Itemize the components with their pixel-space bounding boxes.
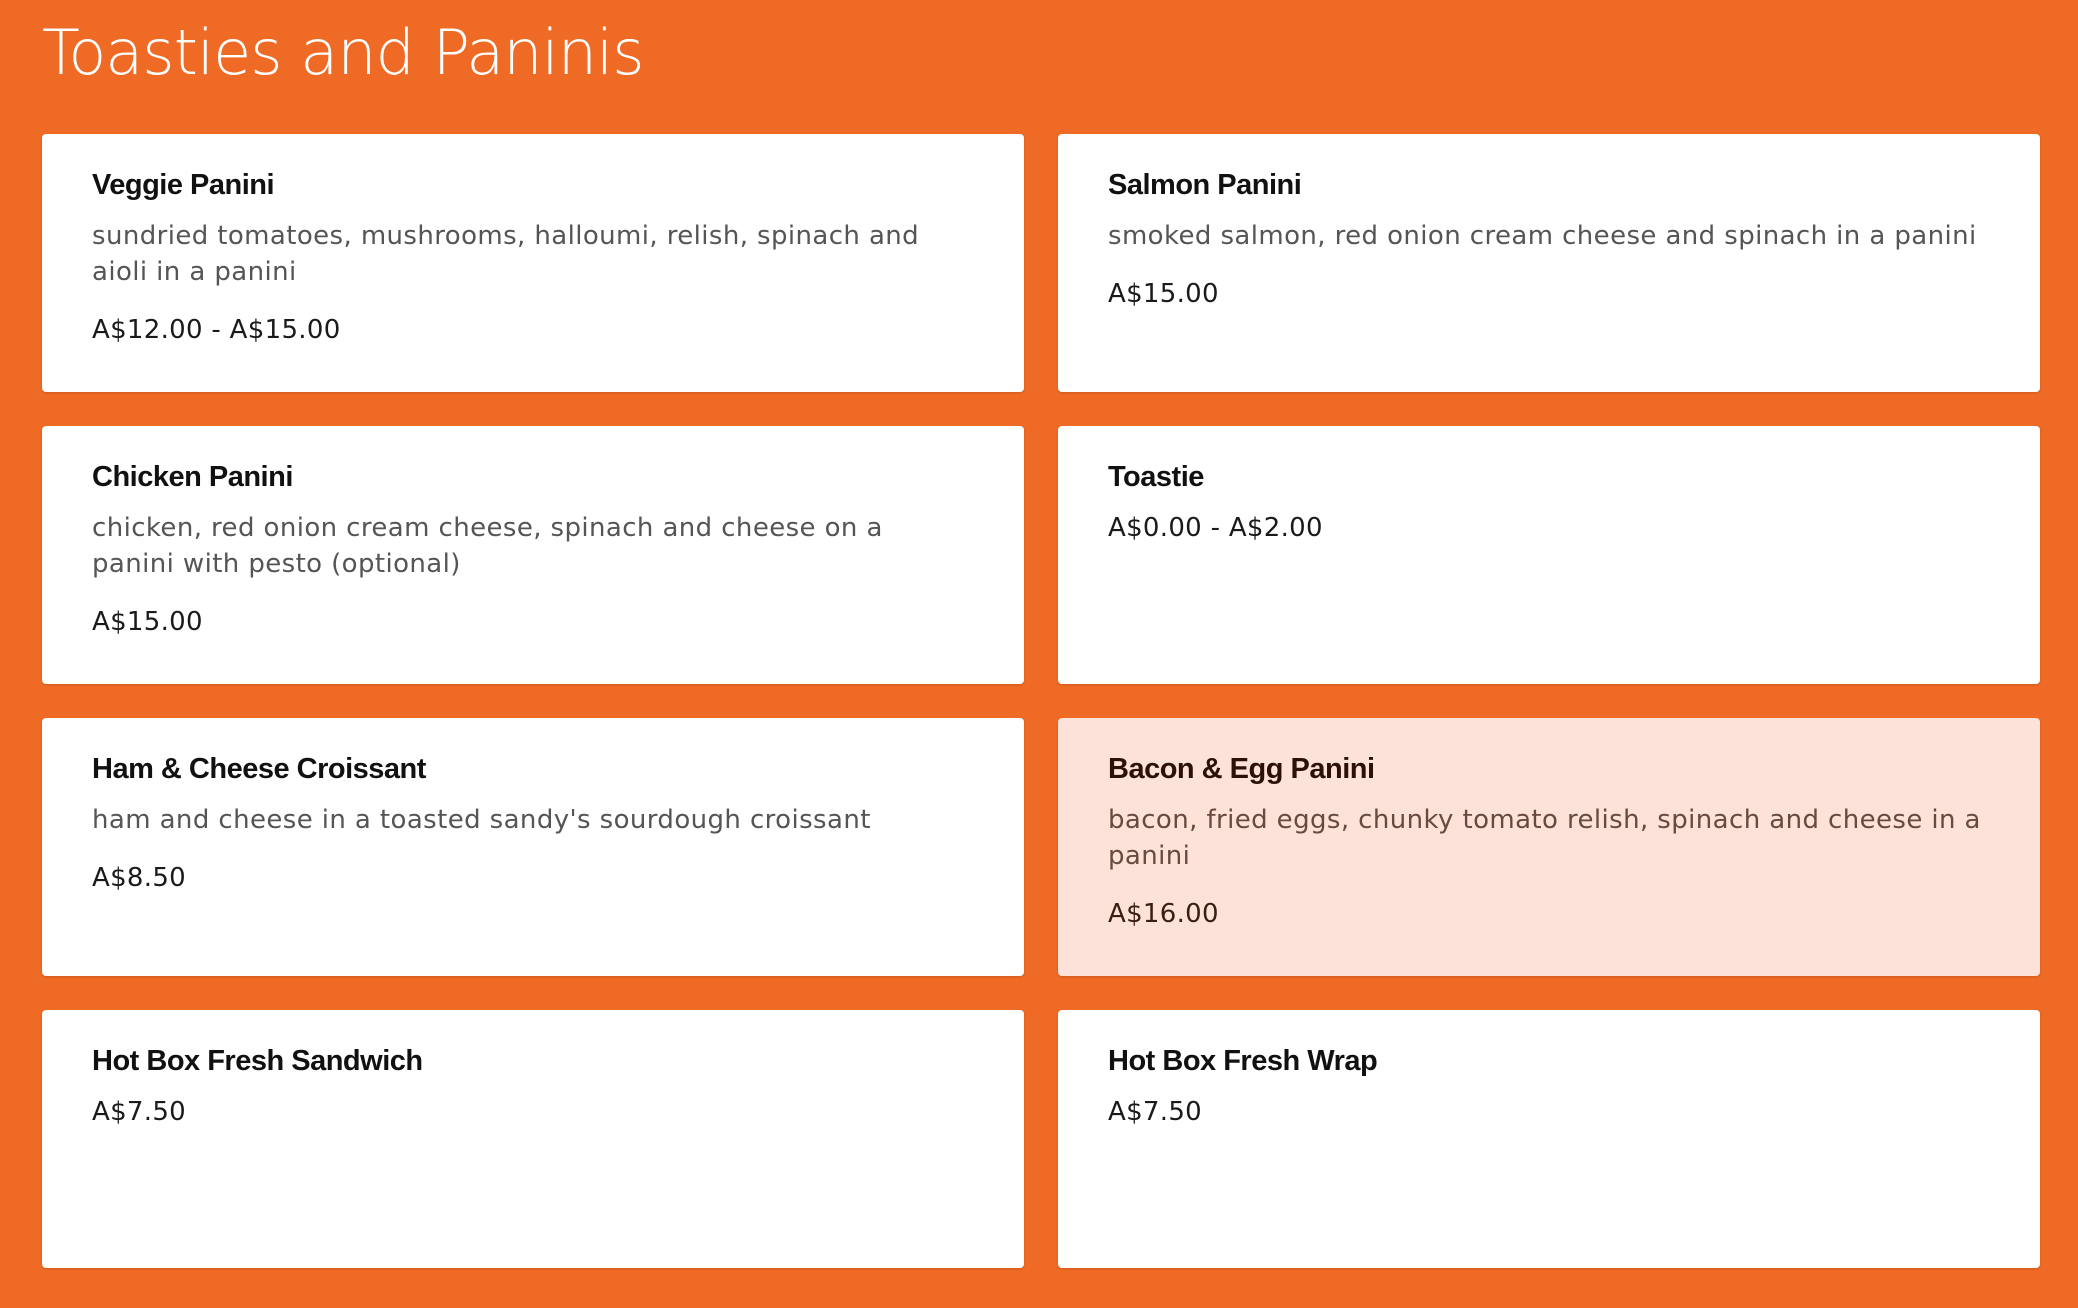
item-description: bacon, fried eggs, chunky tomato relish, spinach and cheese in a panini <box>1108 805 1981 871</box>
item-name: Bacon & Egg Panini <box>1108 753 1375 785</box>
item-name: Hot Box Fresh Wrap <box>1108 1045 1378 1077</box>
menu-item-card[interactable] <box>1058 134 2040 392</box>
item-description: ham and cheese in a toasted sandy's sourdough croissant <box>92 805 871 835</box>
menu-item-card[interactable] <box>42 426 1024 684</box>
menu-item-card[interactable] <box>1058 1010 2040 1268</box>
item-price: A$12.00 - A$15.00 <box>92 315 341 345</box>
menu-item-card[interactable] <box>42 134 1024 392</box>
section-title: Toasties and Paninis <box>42 16 644 89</box>
item-price: A$8.50 <box>92 863 187 893</box>
item-price: A$7.50 <box>92 1097 187 1127</box>
item-description: smoked salmon, red onion cream cheese and spinach in a panini <box>1108 221 1977 251</box>
item-price: A$0.00 - A$2.00 <box>1108 513 1323 543</box>
menu-item-card[interactable] <box>42 718 1024 976</box>
menu-item-card[interactable] <box>42 1010 1024 1268</box>
item-name: Salmon Panini <box>1108 169 1302 201</box>
item-price: A$16.00 <box>1108 899 1219 929</box>
item-description: chicken, red onion cream cheese, spinach and cheese on a panini with pesto (optional) <box>92 513 883 579</box>
menu-items-grid <box>42 134 2040 1268</box>
item-description: sundried tomatoes, mushrooms, halloumi, relish, spinach and aioli in a panini <box>92 221 920 287</box>
menu-item-card[interactable] <box>1058 426 2040 684</box>
item-name: Chicken Panini <box>92 461 293 493</box>
item-price: A$7.50 <box>1108 1097 1203 1127</box>
item-name: Ham & Cheese Croissant <box>92 753 426 785</box>
item-name: Veggie Panini <box>92 169 275 201</box>
item-name: Toastie <box>1108 461 1204 493</box>
item-price: A$15.00 <box>1108 279 1219 309</box>
item-price: A$15.00 <box>92 607 203 637</box>
menu-item-card[interactable] <box>1058 718 2040 976</box>
item-name: Hot Box Fresh Sandwich <box>92 1045 423 1077</box>
